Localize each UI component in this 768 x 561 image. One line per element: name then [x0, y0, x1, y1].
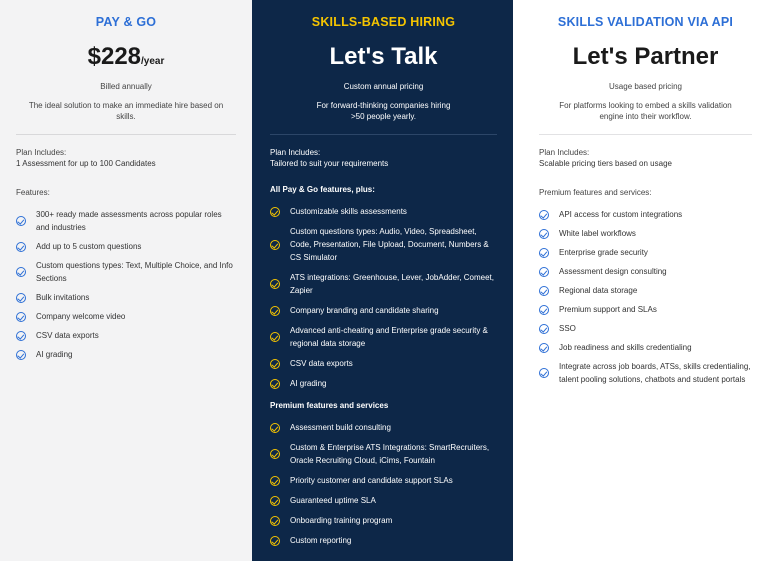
includes-label: Plan Includes: — [16, 148, 67, 157]
list-item — [16, 240, 236, 253]
list-item — [16, 310, 236, 323]
includes-text: 1 Assessment for up to 100 Candidates — [16, 159, 156, 168]
check-circle-icon — [539, 368, 549, 378]
feature-text: Custom reporting — [290, 536, 352, 545]
list-item — [539, 208, 752, 221]
check-circle-icon — [539, 210, 549, 220]
feature-text: Priority customer and candidate support SLAs — [290, 476, 453, 485]
features-label: Premium features and services: — [539, 188, 652, 197]
plan-pay-and-go — [0, 0, 252, 561]
list-item — [539, 227, 752, 240]
check-circle-icon — [270, 306, 280, 316]
check-circle-icon — [16, 293, 26, 303]
feature-text: Assessment design consulting — [559, 267, 667, 276]
plan-description: The ideal solution to make an immediate hire based on skills. — [28, 101, 224, 121]
check-circle-icon — [270, 379, 280, 389]
feature-text: White label workflows — [559, 229, 636, 238]
feature-text: CSV data exports — [36, 331, 99, 340]
feature-text: ATS integrations: Greenhouse, Lever, JobAdder, Comeet, Zapier — [290, 273, 494, 295]
list-item — [270, 324, 497, 350]
check-circle-icon — [16, 350, 26, 360]
feature-text: Custom questions types: Audio, Video, Spreadsheet, Code, Presentation, File Upload, Document, Numbers & CS Simulator — [290, 227, 489, 262]
check-circle-icon — [16, 312, 26, 322]
check-circle-icon — [270, 476, 280, 486]
check-circle-icon — [539, 286, 549, 296]
list-item — [270, 494, 497, 507]
feature-text: Guaranteed uptime SLA — [290, 496, 376, 505]
check-circle-icon — [16, 242, 26, 252]
list-item — [270, 225, 497, 264]
list-item — [539, 265, 752, 278]
plan-description: For platforms looking to embed a skills validation engine into their workflow. — [559, 101, 732, 121]
list-item — [16, 348, 236, 361]
plan-pricing-note: Usage based pricing — [609, 82, 682, 91]
check-circle-icon — [539, 267, 549, 277]
list-item — [270, 271, 497, 297]
feature-text: Integrate across job boards, ATSs, skills credentialing, talent pooling solutions, chatbots and student portals — [559, 362, 751, 384]
features-label: All Pay & Go features, plus: — [270, 185, 375, 194]
divider — [16, 134, 236, 135]
check-circle-icon — [16, 216, 26, 226]
list-item — [539, 303, 752, 316]
feature-text: Enterprise grade security — [559, 248, 648, 257]
feature-text: Advanced anti-cheating and Enterprise grade security & regional data storage — [290, 326, 488, 348]
feature-text: AI grading — [290, 379, 327, 388]
feature-text: 300+ ready made assessments across popular roles and industries — [36, 210, 222, 232]
includes-text: Scalable pricing tiers based on usage — [539, 159, 672, 168]
includes-label: Plan Includes: — [270, 148, 321, 157]
check-circle-icon — [270, 279, 280, 289]
list-item — [270, 357, 497, 370]
feature-text: Regional data storage — [559, 286, 638, 295]
includes-label: Plan Includes: — [539, 148, 590, 157]
list-item — [539, 246, 752, 259]
list-item — [539, 284, 752, 297]
feature-text: Onboarding training program — [290, 516, 393, 525]
plan-skills-based-hiring — [252, 0, 513, 561]
feature-text: Custom & Enterprise ATS Integrations: SmartRecruiters, Oracle Recruiting Cloud, iCims, Fountain — [290, 443, 490, 465]
plan-heading: PAY & GO — [95, 15, 157, 29]
price-unit: /year — [141, 56, 165, 67]
divider — [270, 134, 497, 135]
plan-heading: SKILLS VALIDATION VIA API — [557, 15, 734, 29]
check-circle-icon — [270, 536, 280, 546]
plan-heading: SKILLS-BASED HIRING — [311, 15, 456, 29]
feature-text: Custom questions types: Text, Multiple Choice, and Info Sections — [36, 261, 233, 283]
plan-pricing-note: Custom annual pricing — [343, 82, 424, 91]
check-circle-icon — [270, 207, 280, 217]
features-list — [539, 208, 752, 386]
check-circle-icon — [270, 240, 280, 250]
feature-text: Customizable skills assessments — [290, 207, 407, 216]
divider — [539, 134, 752, 135]
list-item — [270, 514, 497, 527]
plan-price — [16, 43, 236, 77]
features-list — [270, 205, 497, 390]
check-circle-icon — [539, 324, 549, 334]
check-circle-icon — [539, 229, 549, 239]
list-item — [16, 259, 236, 285]
list-item — [270, 534, 497, 547]
list-item — [270, 441, 497, 467]
feature-text: Company welcome video — [36, 312, 126, 321]
check-circle-icon — [270, 449, 280, 459]
plan-skills-validation-api — [513, 0, 768, 561]
feature-text: CSV data exports — [290, 359, 353, 368]
check-circle-icon — [270, 496, 280, 506]
check-circle-icon — [539, 248, 549, 258]
list-item — [16, 208, 236, 234]
feature-text: Bulk invitations — [36, 293, 90, 302]
features-label: Features: — [16, 188, 50, 197]
feature-text: SSO — [559, 324, 576, 333]
list-item — [270, 421, 497, 434]
list-item — [16, 291, 236, 304]
feature-text: Company branding and candidate sharing — [290, 306, 439, 315]
list-item — [539, 322, 752, 335]
check-circle-icon — [270, 423, 280, 433]
price-amount: $228 — [87, 43, 142, 70]
check-circle-icon — [270, 359, 280, 369]
check-circle-icon — [16, 267, 26, 277]
list-item — [539, 360, 752, 386]
check-circle-icon — [539, 343, 549, 353]
plan-title: Let's Talk — [329, 43, 438, 70]
plan-description: For forward-thinking companies hiring >50 people yearly. — [316, 101, 451, 121]
premium-label: Premium features and services — [270, 401, 389, 410]
feature-text: Premium support and SLAs — [559, 305, 657, 314]
list-item — [270, 474, 497, 487]
check-circle-icon — [270, 516, 280, 526]
feature-text: Assessment build consulting — [290, 423, 391, 432]
plan-title: Let's Partner — [572, 43, 719, 70]
feature-text: Job readiness and skills credentialing — [559, 343, 692, 352]
list-item — [270, 205, 497, 218]
check-circle-icon — [270, 332, 280, 342]
premium-list — [270, 421, 497, 547]
features-list — [16, 208, 236, 361]
list-item — [16, 329, 236, 342]
includes-text: Tailored to suit your requirements — [270, 159, 389, 168]
check-circle-icon — [539, 305, 549, 315]
feature-text: API access for custom integrations — [559, 210, 683, 219]
feature-text: Add up to 5 custom questions — [36, 242, 142, 251]
check-circle-icon — [16, 331, 26, 341]
plan-billing: Billed annually — [100, 82, 152, 91]
list-item — [539, 341, 752, 354]
list-item — [270, 304, 497, 317]
list-item — [270, 377, 497, 390]
feature-text: AI grading — [36, 350, 73, 359]
